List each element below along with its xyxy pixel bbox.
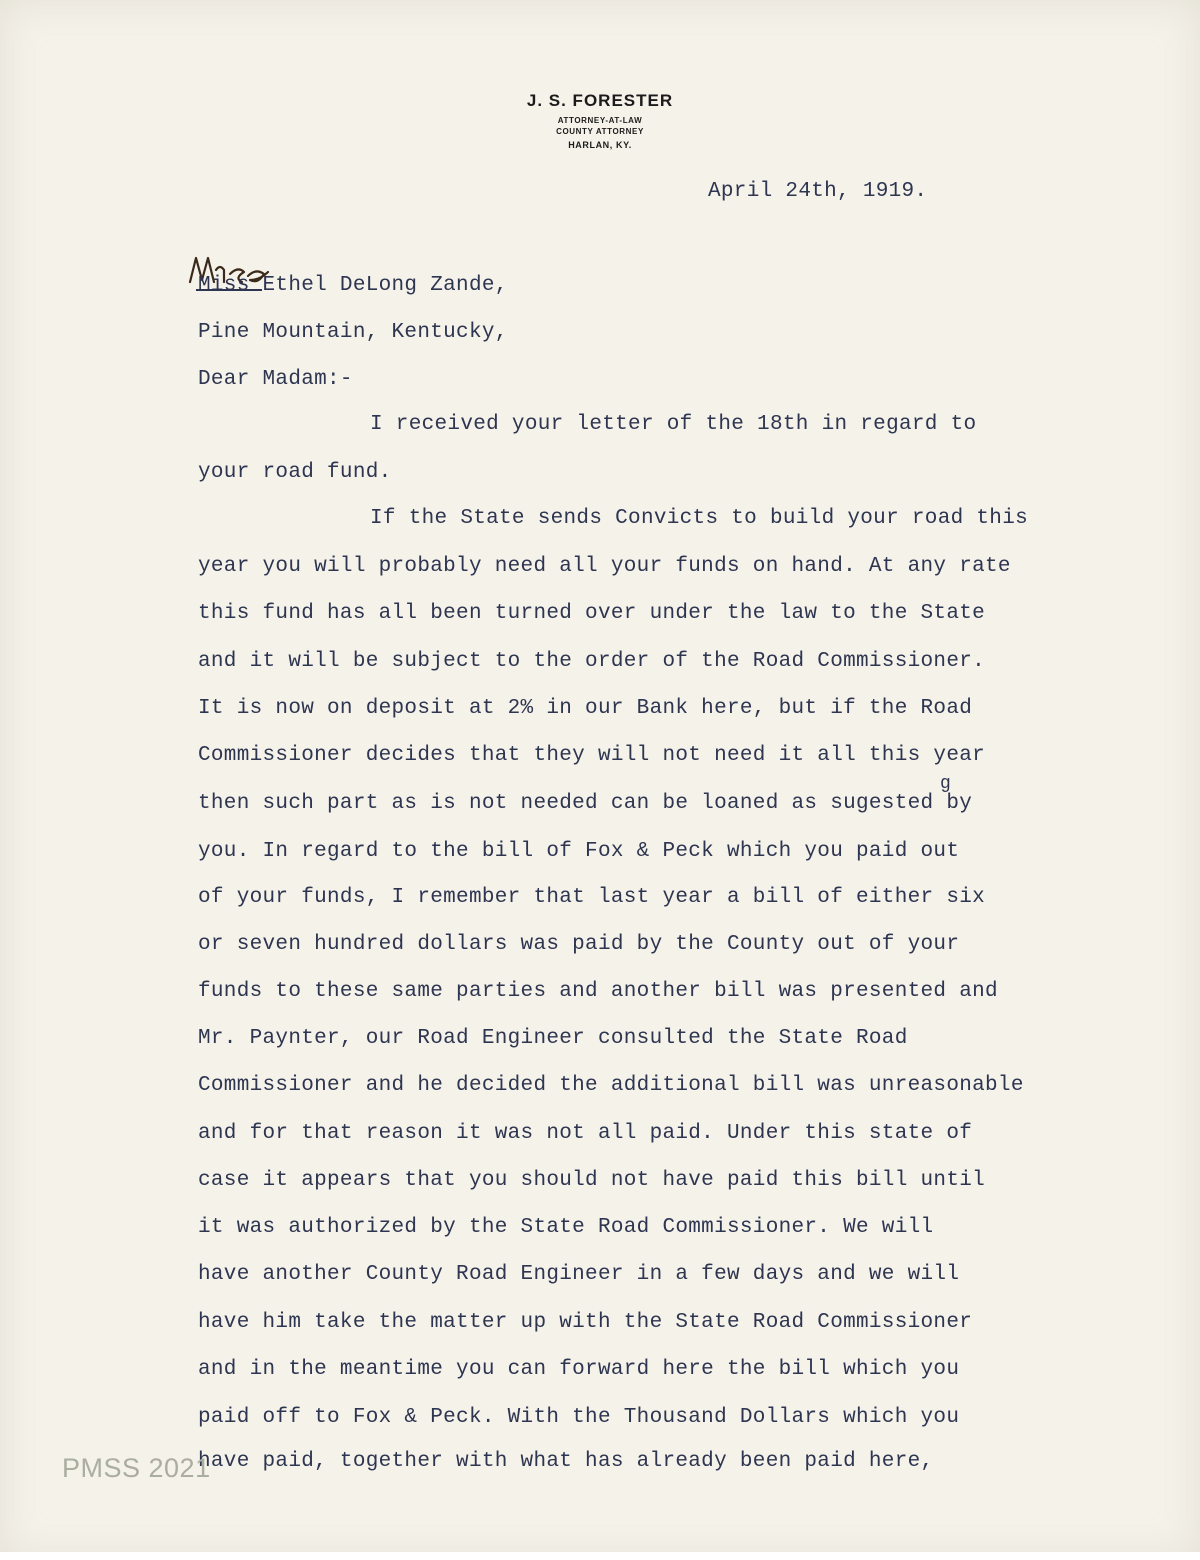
- handwritten-insertion: g: [940, 774, 951, 794]
- body-line: your road fund.: [198, 461, 392, 484]
- letterhead-place: HARLAN, KY.: [568, 140, 632, 150]
- body-line: then such part as is not needed can be loaned as sugested by: [198, 792, 973, 815]
- body-line: and for that reason it was not all paid. Under this state of: [198, 1122, 973, 1145]
- salutation: Dear Madam:-: [198, 368, 353, 391]
- body-line: and it will be subject to the order of the Road Commissioner.: [198, 650, 986, 673]
- body-line: It is now on deposit at 2% in our Bank here, but if the Road: [198, 697, 973, 720]
- page-bottom-edge: [0, 1552, 1200, 1560]
- body-line: paid off to Fox & Peck. With the Thousand Dollars which you: [198, 1406, 960, 1429]
- body-line: have another County Road Engineer in a few days and we will: [198, 1263, 960, 1286]
- letterhead-title-county: COUNTY ATTORNEY: [556, 127, 644, 136]
- address-line-1: Miss Ethel DeLong Zande,: [198, 274, 508, 297]
- body-line: this fund has all been turned over under the law to the State: [198, 602, 986, 625]
- body-line: I received your letter of the 18th in regard to: [370, 413, 977, 436]
- body-line: funds to these same parties and another bill was presented and: [198, 980, 998, 1003]
- letterhead-title-attorney: ATTORNEY-AT-LAW: [557, 116, 643, 125]
- letter-date: April 24th, 1919.: [708, 180, 928, 203]
- body-line: or seven hundred dollars was paid by the County out of your: [198, 933, 960, 956]
- body-line: have paid, together with what has already been paid here,: [198, 1450, 934, 1473]
- body-line: and in the meantime you can forward here the bill which you: [198, 1358, 960, 1381]
- body-line: Commissioner and he decided the additional bill was unreasonable: [198, 1074, 1024, 1097]
- body-line: Commissioner decides that they will not need it all this year: [198, 744, 986, 767]
- body-line: year you will probably need all your funds on hand. At any rate: [198, 555, 1011, 578]
- body-line: of your funds, I remember that last year a bill of either six: [198, 886, 986, 909]
- archive-stamp: PMSS 2021: [62, 1453, 211, 1483]
- address-line-2: Pine Mountain, Kentucky,: [198, 321, 508, 344]
- body-line: If the State sends Convicts to build your road this: [370, 507, 1029, 530]
- body-line: have him take the matter up with the State Road Commissioner: [198, 1311, 973, 1334]
- letterhead-name: J. S. FORESTER: [526, 91, 674, 110]
- body-line: Mr. Paynter, our Road Engineer consulted the State Road: [198, 1027, 908, 1050]
- body-line: you. In regard to the bill of Fox & Peck which you paid out: [198, 840, 960, 863]
- body-line: case it appears that you should not have paid this bill until: [198, 1169, 986, 1192]
- body-line: it was authorized by the State Road Commissioner. We will: [198, 1216, 934, 1239]
